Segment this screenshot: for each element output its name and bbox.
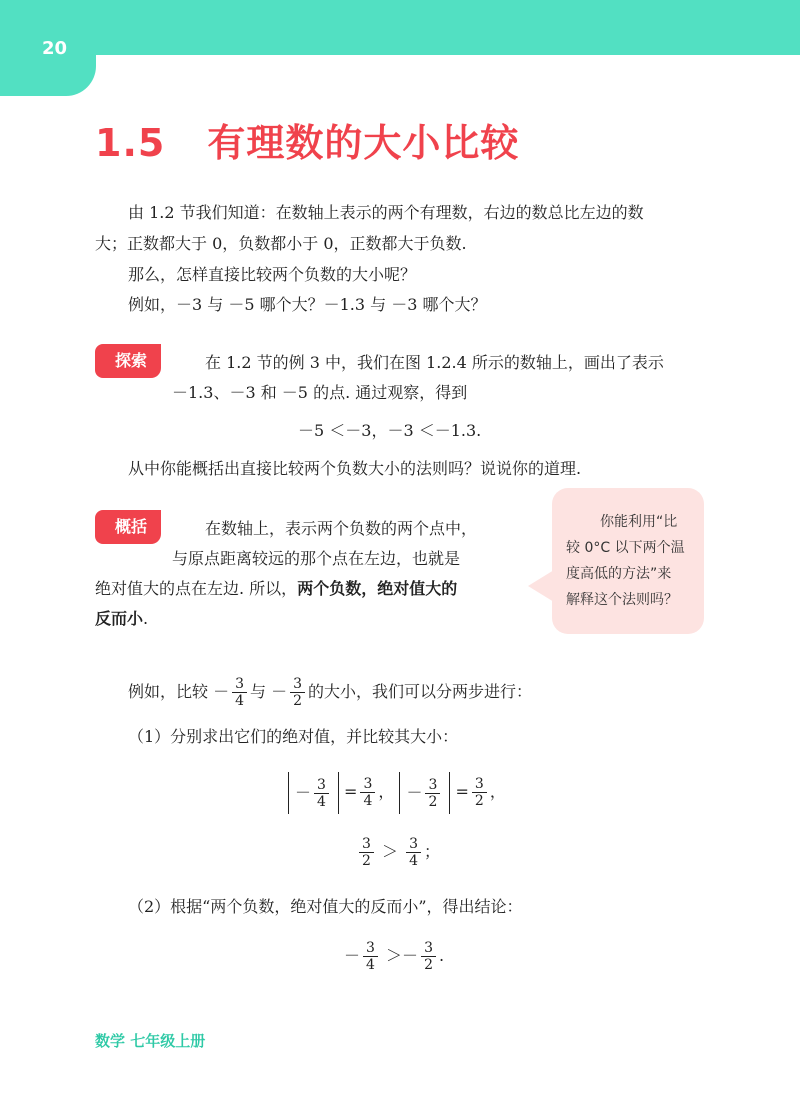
summary-rule-part1: 两个负数，绝对值大的 bbox=[297, 579, 458, 598]
speech-bubble-tail bbox=[528, 570, 554, 602]
explore-line1: 在 1.2 节的例 3 中，我们在图 1.2.4 所示的数轴上，画出了表示 bbox=[205, 353, 664, 372]
bubble-line3: 度高低的方法”来 bbox=[566, 566, 672, 582]
page-number: 20 bbox=[42, 38, 68, 59]
fraction-three-halves: $\frac{3}{2}$ bbox=[290, 676, 305, 709]
summary-line3 bbox=[95, 576, 457, 602]
intro-example: 例如，－3 与 －5 哪个大？－1.3 与 －3 哪个大？ bbox=[128, 295, 487, 314]
summary-rule-part2: 反而小 bbox=[95, 609, 144, 628]
bubble-line2: 较 0°C 以下两个温 bbox=[566, 540, 685, 556]
bubble-line4: 解释这个法则吗？ bbox=[566, 592, 678, 608]
summary-line2: 与原点距离较远的那个点在左边，也就是 bbox=[172, 549, 461, 568]
summary-line4-end: . bbox=[143, 609, 149, 628]
step2-text: （2）根据“两个负数，绝对值大的反而小”，得出结论： bbox=[128, 897, 523, 916]
compare-absolute-line: $\frac{3}{2}$ ＞ $\frac{3}{4}$ ； bbox=[356, 830, 440, 874]
step1-text: （1）分别求出它们的绝对值，并比较其大小： bbox=[128, 727, 459, 746]
fraction-three-quarters: $\frac{3}{4}$ bbox=[363, 940, 378, 973]
example-intro-a: 例如，比较 － bbox=[128, 682, 230, 701]
intro-paragraph-line1: 由 1.2 节我们知道：在数轴上表示的两个有理数，右边的数总比左边的数 bbox=[128, 203, 644, 222]
footer-book-title: 数学 七年级上册 bbox=[95, 1032, 206, 1050]
explore-formula: －5 ＜－3，－3 ＜－1.3. bbox=[298, 421, 482, 440]
explore-badge: 探索 bbox=[95, 344, 161, 378]
example-intro-c: 的大小，我们可以分两步进行： bbox=[308, 682, 533, 701]
fraction-three-quarters: $\frac{3}{4}$ bbox=[360, 776, 375, 809]
summary-line1: 在数轴上，表示两个负数的两个点中， bbox=[205, 519, 478, 538]
summary-line4 bbox=[95, 606, 148, 632]
absolute-value-line: － $\frac{3}{4}$ = $\frac{3}{4}$ ， － $\frac{3}{2}$ = $\frac{3}{2}$ ， bbox=[288, 770, 506, 814]
header-bar bbox=[0, 0, 800, 55]
section-title-text: 有理数的大小比较 bbox=[207, 121, 520, 165]
intro-paragraph-line2: 大；正数都大于 0，负数都小于 0，正数都大于负数. bbox=[95, 234, 467, 253]
fraction-three-quarters: $\frac{3}{4}$ bbox=[232, 676, 247, 709]
section-title bbox=[95, 112, 519, 167]
fraction-three-halves: $\frac{3}{2}$ bbox=[359, 836, 374, 869]
explore-question: 从中你能概括出直接比较两个负数大小的法则吗？说说你的道理. bbox=[128, 459, 582, 478]
fraction-three-halves: $\frac{3}{2}$ bbox=[421, 940, 436, 973]
fraction-three-halves: $\frac{3}{2}$ bbox=[472, 776, 487, 809]
explore-line2: －1.3、－3 和 －5 的点. 通过观察，得到 bbox=[172, 383, 468, 402]
example-intro-b: 与 － bbox=[250, 682, 288, 701]
summary-badge: 概括 bbox=[95, 510, 161, 544]
section-number: 1.5 bbox=[95, 121, 166, 165]
example-intro bbox=[128, 672, 532, 712]
fraction-three-quarters: $\frac{3}{4}$ bbox=[406, 836, 421, 869]
bubble-line1: 你能利用“比 bbox=[600, 514, 678, 530]
abs-neg-three-halves: － $\frac{3}{2}$ bbox=[399, 772, 450, 814]
conclusion-line: － $\frac{3}{4}$ ＞－ $\frac{3}{2}$ . bbox=[344, 940, 445, 973]
summary-line3-text: 绝对值大的点在左边. 所以， bbox=[95, 579, 298, 598]
abs-neg-three-quarters: － $\frac{3}{4}$ bbox=[288, 772, 339, 814]
speech-bubble bbox=[552, 488, 704, 634]
intro-question: 那么，怎样直接比较两个负数的大小呢？ bbox=[128, 265, 417, 284]
